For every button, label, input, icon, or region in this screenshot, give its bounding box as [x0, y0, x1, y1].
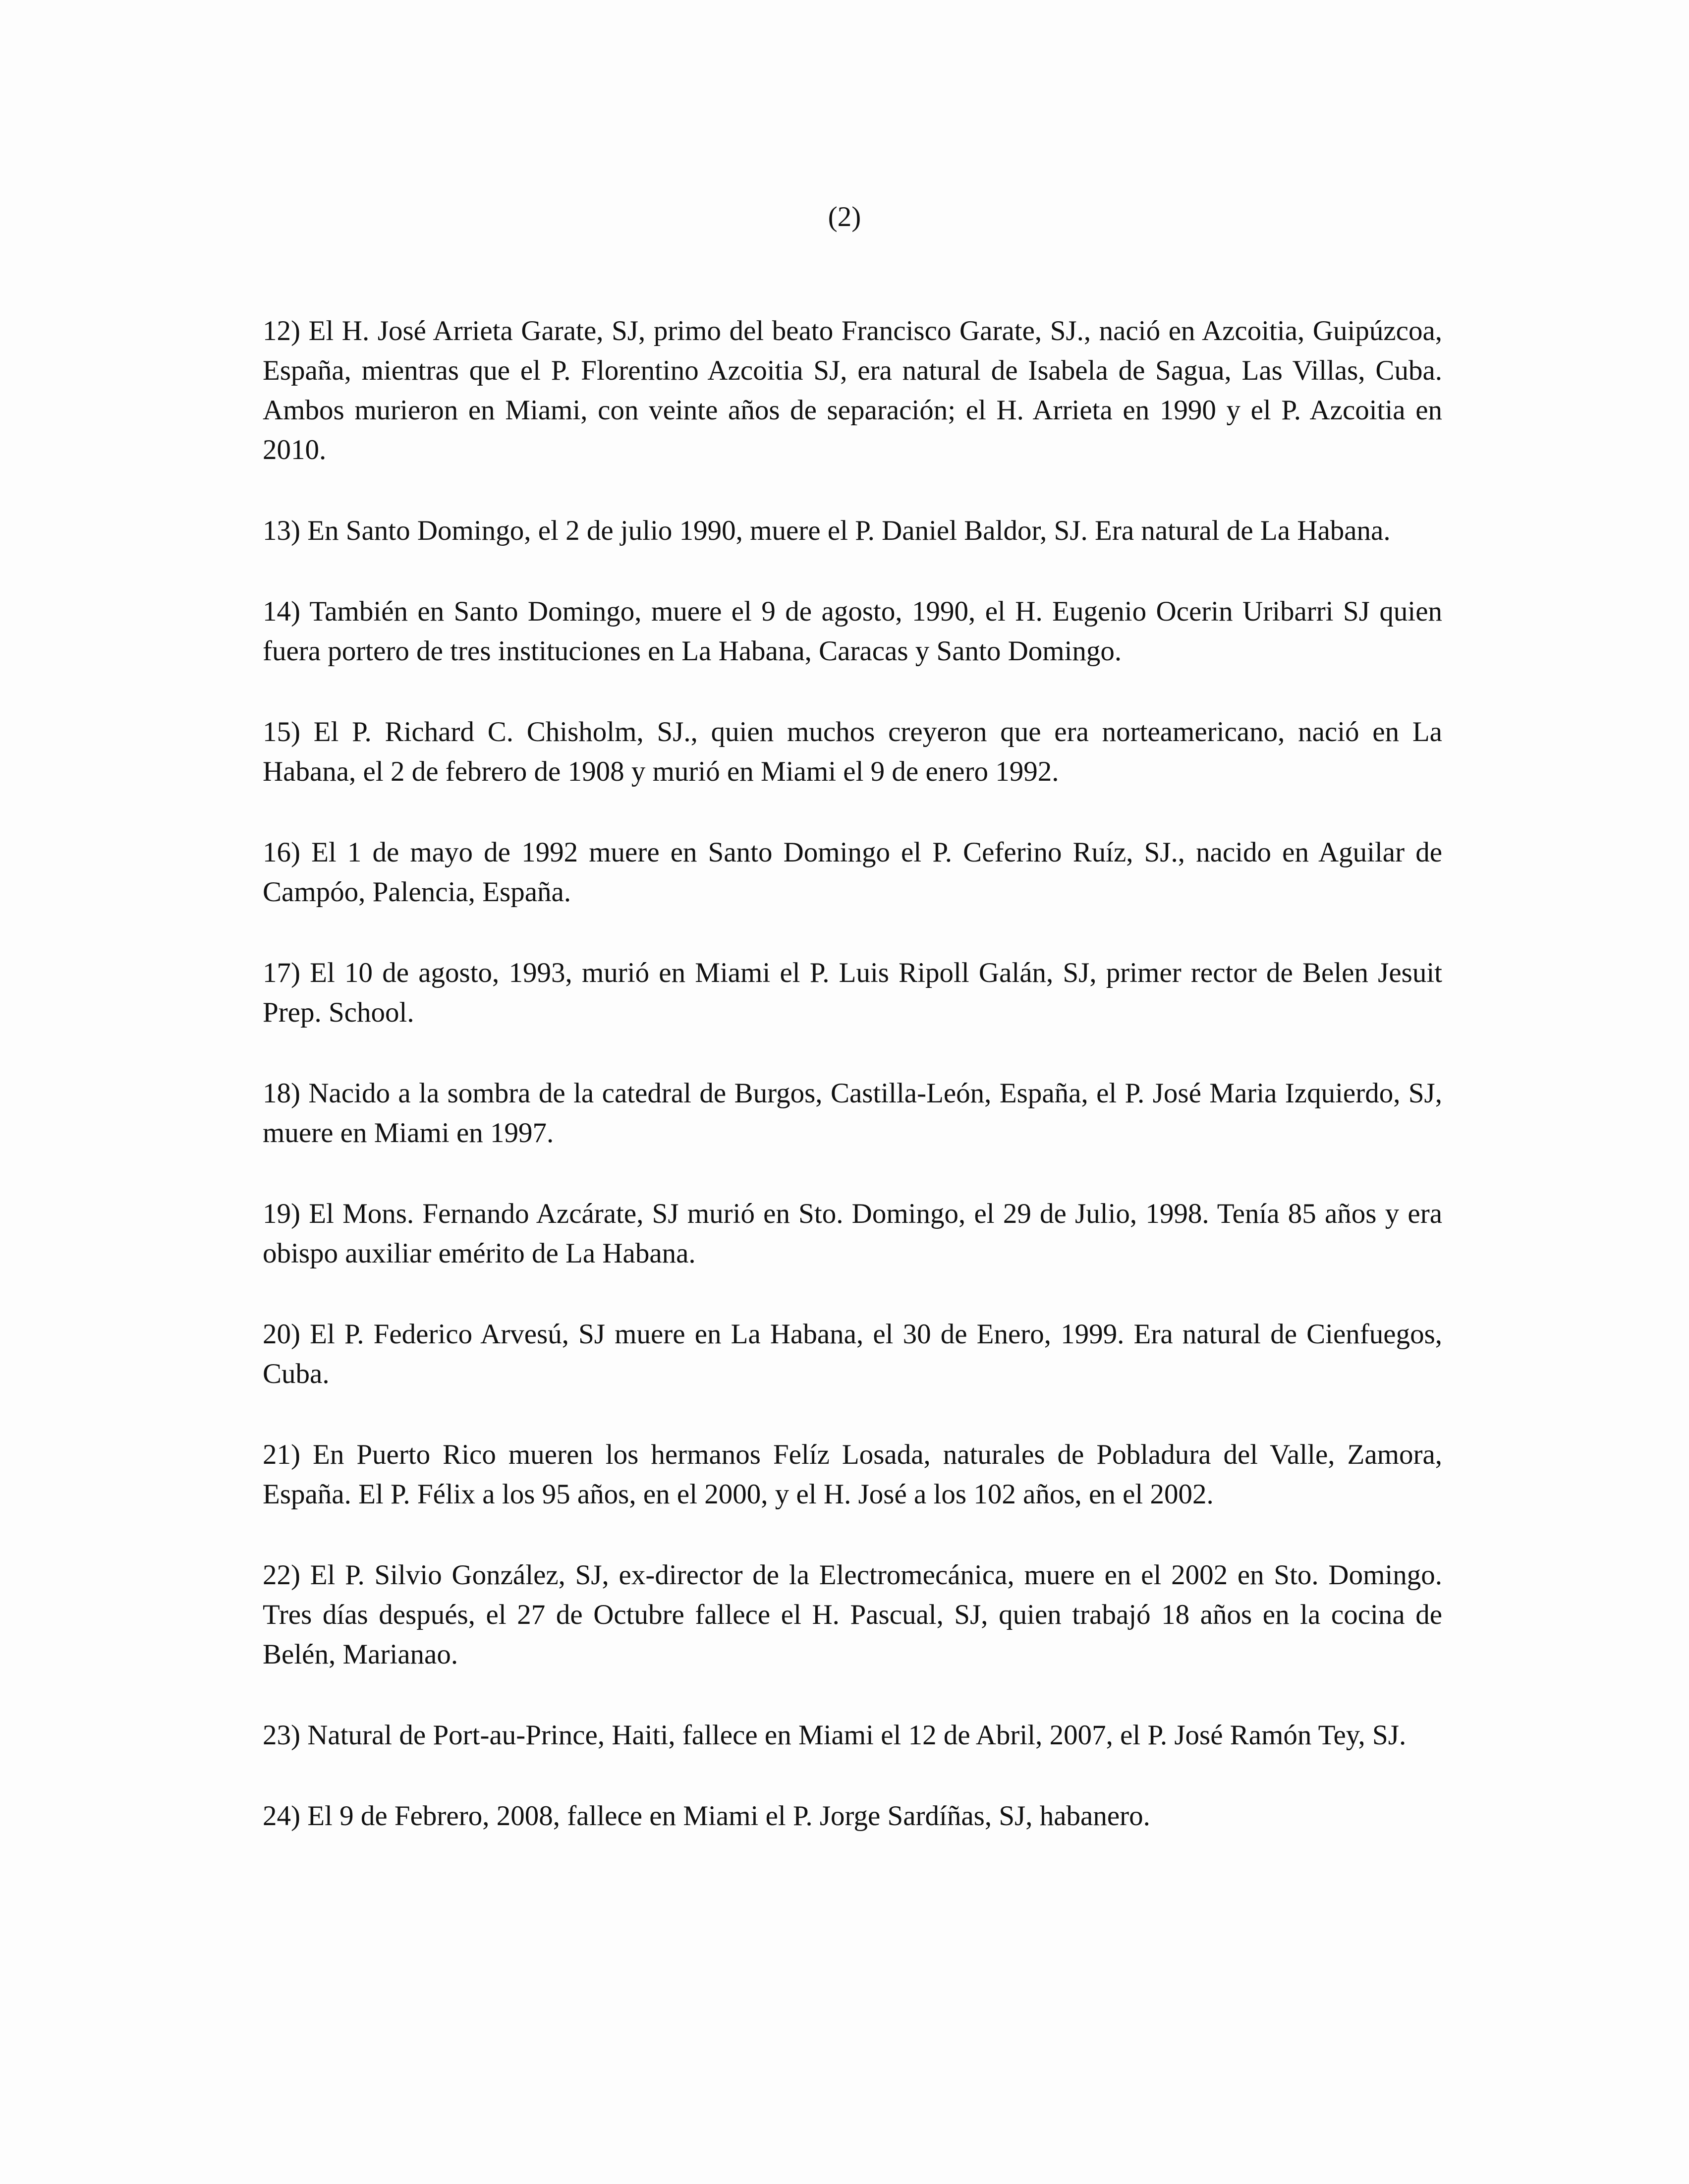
entry-22: 22) El P. Silvio González, SJ, ex-director de la Electromecánica, muere en el 2002 en Sto. Domingo. Tres días después, el 27 de Octubre fallece el H. Pascual, SJ, quien trabajó 18 años en la cocina de Belén, Marianao. [263, 1559, 1442, 1670]
entry-14: 14) También en Santo Domingo, muere el 9 de agosto, 1990, el H. Eugenio Ocerin Uribarri SJ quien fuera portero de tres instituciones en La Habana, Caracas y Santo Domingo. [263, 596, 1442, 667]
page-number: (2) [828, 201, 861, 232]
entry-12: 12) El H. José Arrieta Garate, SJ, primo del beato Francisco Garate, SJ., nació en Azcoitia, Guipúzcoa, España, mientras que el P. Florentino Azcoitia SJ, era natural de Isabela de Sagua, Las Villas, Cuba. Ambos murieron en Miami, con veinte años de separación; el H. Arrieta en 1990 y el P. Azcoitia en 2010. [263, 315, 1442, 465]
entry-20: 20) El P. Federico Arvesú, SJ muere en La Habana, el 30 de Enero, 1999. Era natural de Cienfuegos, Cuba. [263, 1319, 1442, 1389]
entry-15: 15) El P. Richard C. Chisholm, SJ., quien muchos creyeron que era norteamericano, nació en La Habana, el 2 de febrero de 1908 y murió en Miami el 9 de enero 1992. [263, 716, 1442, 787]
entry-18: 18) Nacido a la sombra de la catedral de Burgos, Castilla-León, España, el P. José Maria Izquierdo, SJ, muere en Miami en 1997. [263, 1078, 1442, 1149]
entry-16: 16) El 1 de mayo de 1992 muere en Santo Domingo el P. Ceferino Ruíz, SJ., nacido en Aguilar de Campóo, Palencia, España. [263, 837, 1442, 908]
entry-13: 13) En Santo Domingo, el 2 de julio 1990, muere el P. Daniel Baldor, SJ. Era natural de La Habana. [263, 515, 1391, 546]
entry-23: 23) Natural de Port-au-Prince, Haiti, fallece en Miami el 12 de Abril, 2007, el P. José Ramón Tey, SJ. [263, 1720, 1407, 1751]
entries-list [263, 311, 1442, 1836]
entry-21: 21) En Puerto Rico mueren los hermanos Felíz Losada, naturales de Pobladura del Valle, Zamora, España. El P. Félix a los 95 años, en el 2000, y el H. José a los 102 años, en el 2002. [263, 1439, 1442, 1510]
entry-19: 19) El Mons. Fernando Azcárate, SJ murió en Sto. Domingo, el 29 de Julio, 1998. Tenía 85 años y era obispo auxiliar emérito de La Habana. [263, 1198, 1442, 1269]
entry-17: 17) El 10 de agosto, 1993, murió en Miami el P. Luis Ripoll Galán, SJ, primer rector de Belen Jesuit Prep. School. [263, 957, 1442, 1028]
entry-24: 24) El 9 de Febrero, 2008, fallece en Miami el P. Jorge Sardíñas, SJ, habanero. [263, 1800, 1150, 1832]
